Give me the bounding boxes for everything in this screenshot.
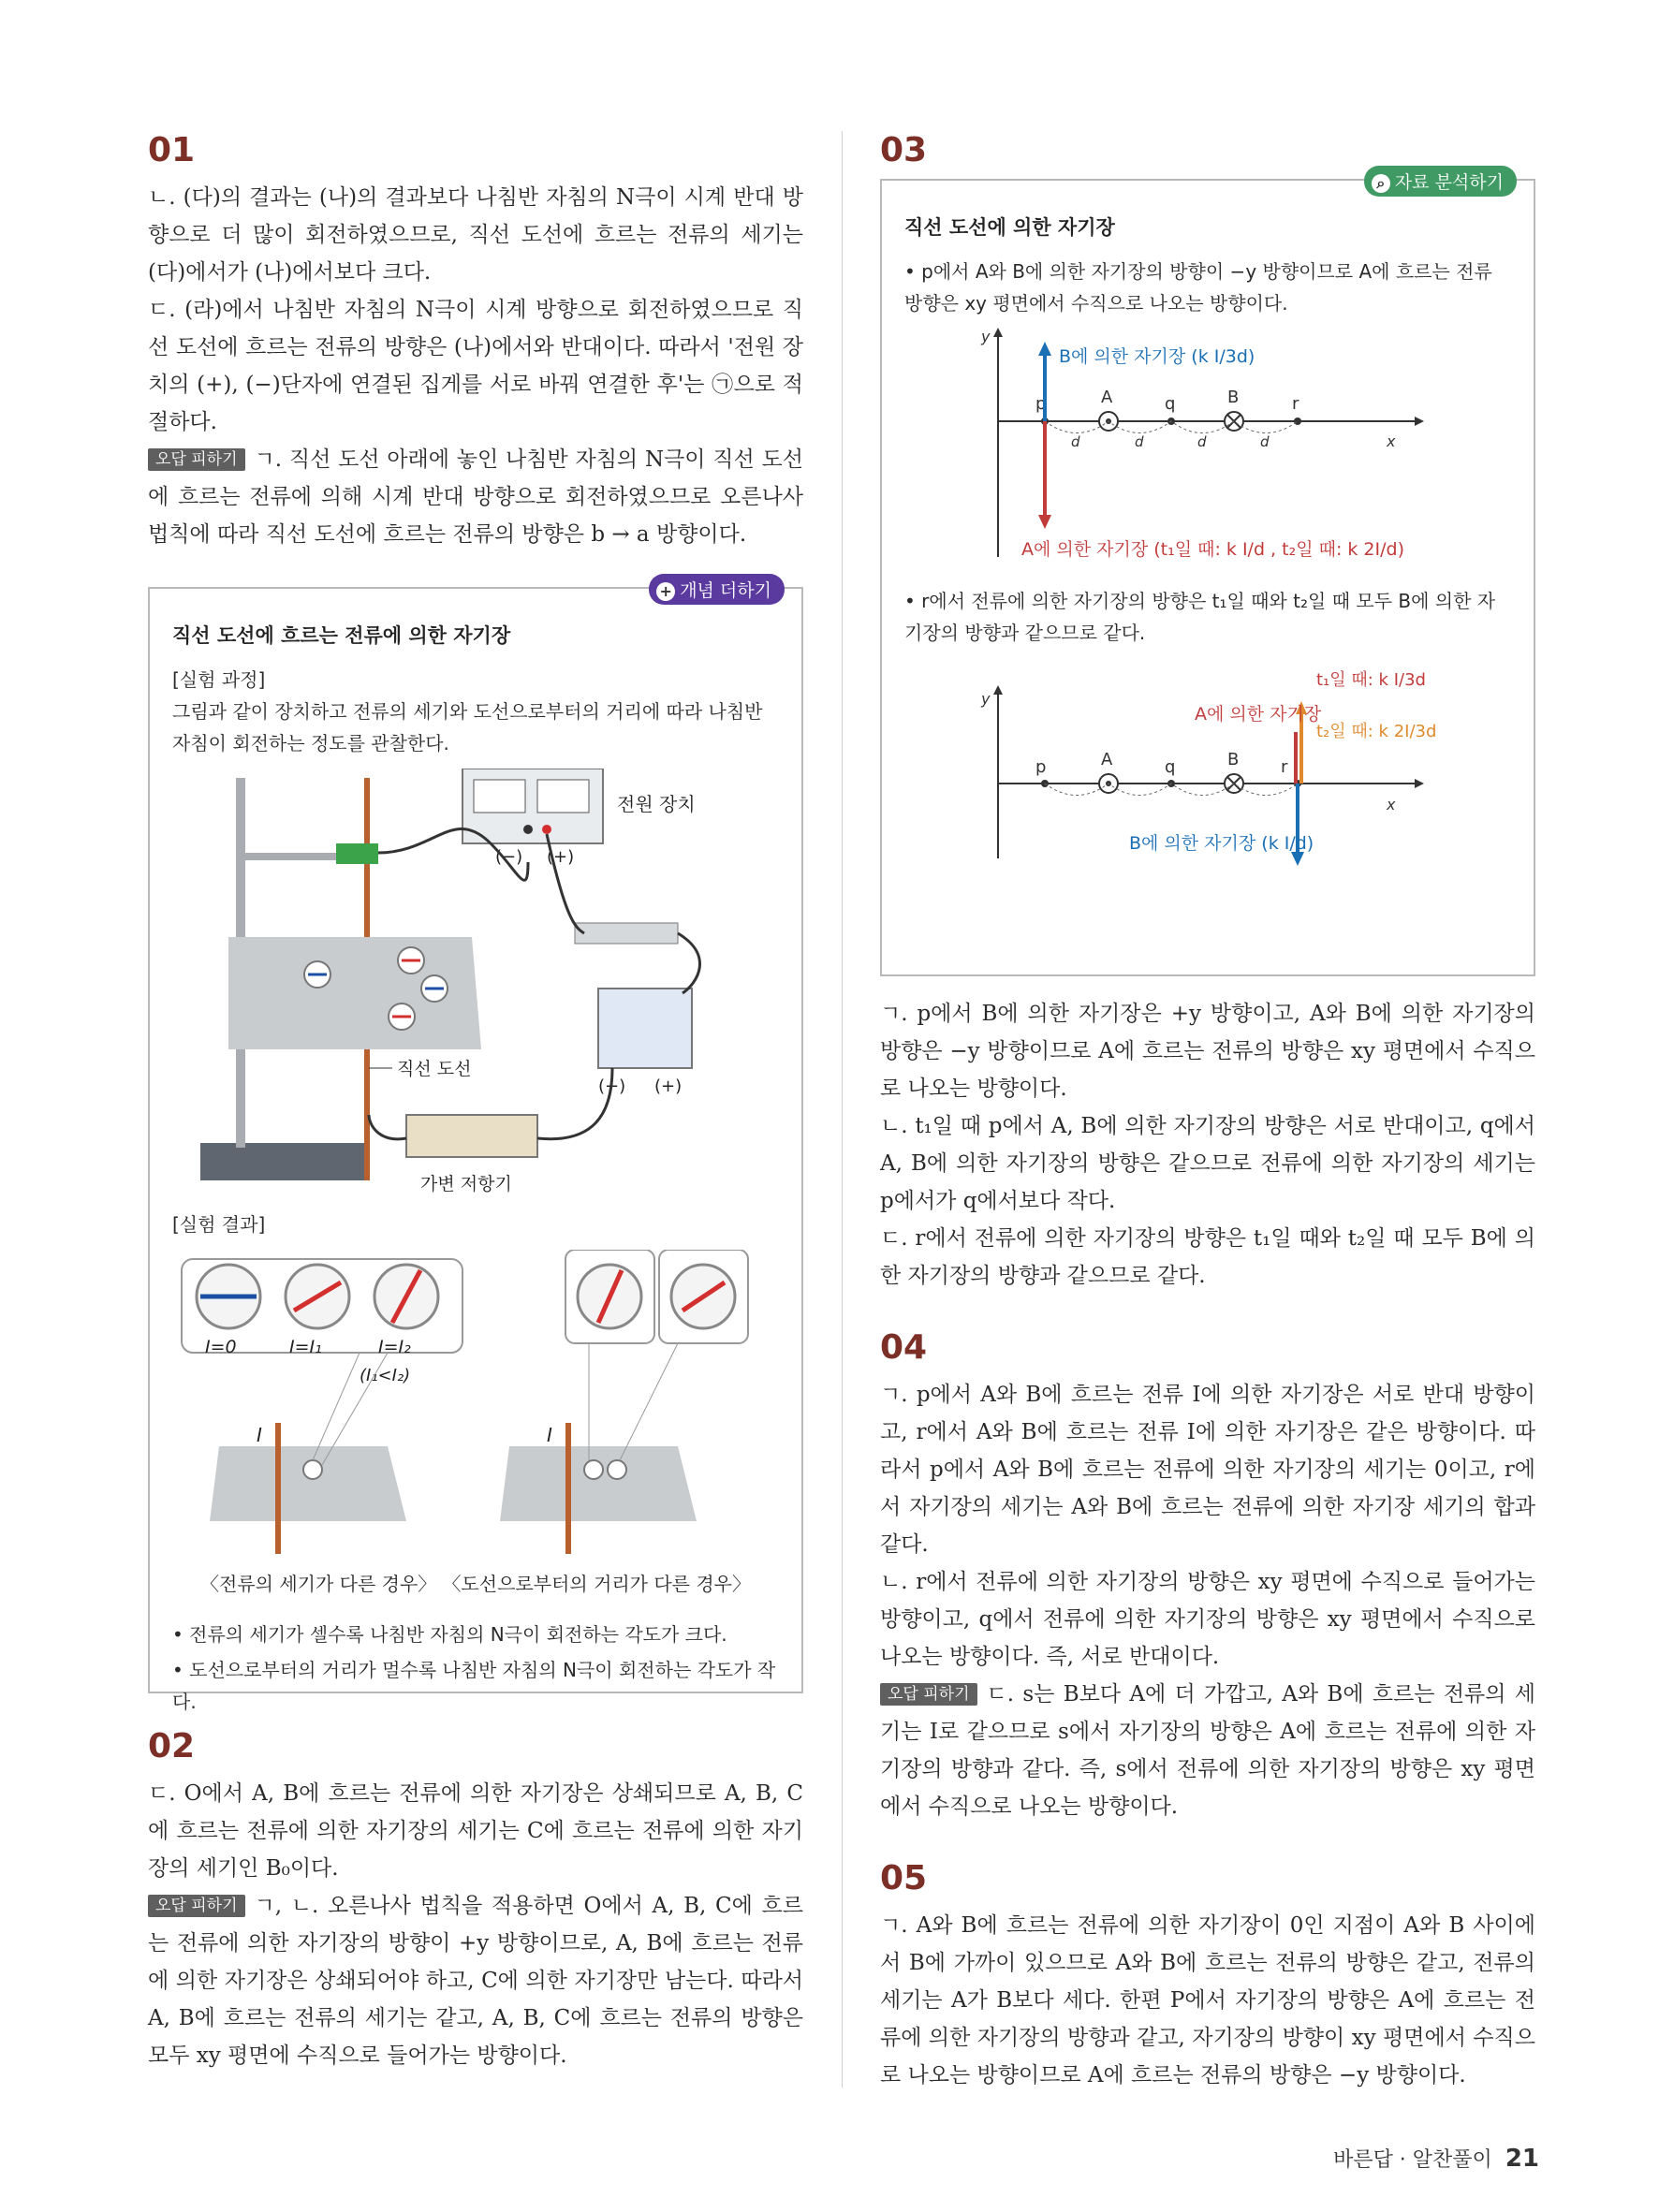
compass-icon xyxy=(374,1265,438,1328)
result-label: [실험 결과] xyxy=(172,1213,266,1236)
label-i1: I=I₁ xyxy=(289,1337,322,1357)
analysis-tag xyxy=(1364,166,1517,197)
label-A: A xyxy=(1101,388,1113,407)
label-B: B xyxy=(1227,388,1240,407)
q03-explanation-3: ㄷ. r에서 전류에 의한 자기장의 방향은 t₁일 때와 t₂일 때 모두 B에 의한 자기장의 방향과 같으므로 같다. xyxy=(880,1226,1535,1288)
wrong-answer-badge: 오답 피하기 xyxy=(880,1683,977,1706)
concept-title: 직선 도선에 흐르는 전류에 의한 자기장 xyxy=(172,624,511,647)
ammeter xyxy=(598,989,692,1068)
label-A-field-2: A에 의한 자기장 xyxy=(1195,704,1322,725)
magnifier-icon: ⌕ xyxy=(1372,174,1390,193)
analysis-title: 직선 도선에 의한 자기장 xyxy=(904,216,1115,239)
compass-icon xyxy=(304,961,330,988)
result-wire-left xyxy=(275,1423,281,1554)
q04-explanation-3 xyxy=(880,1676,1535,1825)
question-number-03: 03 xyxy=(880,131,928,169)
compass-icon xyxy=(671,1265,735,1328)
label-B-field: B에 의한 자기장 (k I/3d) xyxy=(1059,346,1255,367)
axis-x-label-2: x xyxy=(1387,796,1396,813)
question-number-05: 05 xyxy=(880,1859,928,1897)
result-platform-right xyxy=(500,1446,697,1521)
right-column xyxy=(880,131,1535,2094)
label-B-2: B xyxy=(1227,750,1240,769)
axis-y-label-2: y xyxy=(981,690,991,708)
wrong-answer-badge: 오답 피하기 xyxy=(148,448,245,471)
left-column xyxy=(148,131,803,2074)
page-footer xyxy=(1333,2144,1539,2173)
q02-explanation-1: ㄷ. O에서 A, B에 흐르는 전류에 의한 자기장은 상쇄되므로 A, B, C에 흐르는 전류에 의한 자기장의 세기는 C에 흐르는 전류에 의한 자기장의 세기인 B₀이다. xyxy=(148,1781,803,1881)
result-bullet-2: • 도선으로부터의 거리가 멀수록 나침반 자침의 N극이 회전하는 각도가 작다. xyxy=(172,1659,776,1713)
compass-icon xyxy=(421,975,448,1002)
analysis-bullet-1: • p에서 A와 B에 의한 자기장의 방향이 −y 방향이므로 A에 흐르는 전류 방향은 xy 평면에서 수직으로 나오는 방향이다. xyxy=(904,260,1492,315)
data-analysis-box xyxy=(880,172,1535,976)
label-p: p xyxy=(1035,394,1047,414)
label-t2: t₂일 때: k 2I/3d xyxy=(1316,722,1437,741)
q04-explanation-2: ㄴ. r에서 전류에 의한 자기장의 방향은 xy 평면에 수직으로 들어가는 방향이고, q에서 전류에 의한 자기장의 방향은 xy 평면에서 수직으로 나오는 방향이다. 즉, 서로 반대이다. xyxy=(880,1570,1535,1669)
caption-right: 〈도선으로부터의 거리가 다른 경우〉 xyxy=(442,1573,751,1595)
dist-label: d xyxy=(1071,433,1080,450)
page-number: 21 xyxy=(1505,2145,1539,2173)
label-i2: I=I₂ xyxy=(378,1337,411,1357)
dist-label: d xyxy=(1135,433,1144,450)
q02-explanation-2 xyxy=(148,1887,803,2074)
q04-explanation-3-text: ㄷ. s는 B보다 A에 더 가깝고, A와 B에 흐르는 전류의 세기는 I로 같으므로 s에서 자기장의 방향은 A에 흐르는 전류에 의한 자기장의 방향과 같다. 즉, s에서 전류에 의한 자기장의 방향은 xy 평면에서 수직으로 나오는 방향이다. xyxy=(880,1682,1535,1819)
q05-explanation-1: ㄱ. A와 B에 흐르는 전류에 의한 자기장이 0인 지점이 A와 B 사이에서 B에 가까이 있으므로 A와 B에 흐르는 전류의 방향은 같고, 전류의 세기는 A가 B보다 세다. 한편 P에서 자기장의 방향은 A에 흐르는 전류에 의한 자기장의 방향과 같고, 자기장의 방향이 xy 평면에서 수직으로 나오는 방향이므로 A에 흐르는 전류의 방향은 −y 방향이다. xyxy=(880,1913,1535,2087)
compass-icon xyxy=(286,1265,349,1328)
caption-left: 〈전류의 세기가 다른 경우〉 xyxy=(200,1573,437,1595)
clamp-icon xyxy=(336,843,378,864)
label-t1: t₁일 때: k I/3d xyxy=(1316,670,1426,690)
field-diagram-1 xyxy=(904,323,1513,566)
ammeter-plus-label: (+) xyxy=(654,1077,683,1096)
question-number-02: 02 xyxy=(148,1727,196,1765)
plus-terminal-label: (+) xyxy=(547,847,575,867)
ammeter-minus-label: (−) xyxy=(598,1077,626,1096)
result-bullet-1: • 전류의 세기가 셀수록 나침반 자침의 N극이 회전하는 각도가 크다. xyxy=(172,1623,727,1646)
question-number-04: 04 xyxy=(880,1328,928,1367)
question-number-01: 01 xyxy=(148,131,196,169)
current-label-left: I xyxy=(257,1424,262,1446)
process-text: 그림과 같이 장치하고 전류의 세기와 도선으로부터의 거리에 따라 나침반 자침이 회전하는 정도를 관찰한다. xyxy=(172,700,763,754)
process-label: [실험 과정] xyxy=(172,668,266,691)
q01-explanation-3-text: ㄱ. 직선 도선 아래에 놓인 나침반 자침의 N극이 직선 도선에 흐르는 전류에 의해 시계 반대 방향으로 회전하였으므로 오른나사 법칙에 따라 직선 도선에 흐르는 전류의 방향은 b → a 방향이다. xyxy=(148,447,803,547)
wire-label: 직선 도선 xyxy=(397,1059,472,1079)
concept-tag-label: 개념 더하기 xyxy=(680,580,771,601)
label-inequality: (I₁<I₂) xyxy=(360,1366,411,1385)
analysis-tag-label: 자료 분석하기 xyxy=(1394,172,1504,193)
resistor-label: 가변 저항기 xyxy=(420,1174,512,1194)
compass-icon xyxy=(398,947,424,974)
label-A-2: A xyxy=(1101,750,1113,769)
q01-explanation-2: ㄷ. (라)에서 나침반 자침의 N극이 시계 방향으로 회전하였으므로 직선 도선에 흐르는 전류의 방향은 (나)에서와 반대이다. 따라서 '전원 장치의 (+), (−)단자에 연결된 집게를 서로 바꿔 연결한 후'는 ㉠으로 적절하다. xyxy=(148,298,803,434)
stand-base xyxy=(200,1143,369,1180)
analysis-bullet-2: • r에서 전류에 의한 자기장의 방향은 t₁일 때와 t₂일 때 모두 B에 의한 자기장의 방향과 같으므로 같다. xyxy=(904,590,1496,644)
q03-explanation-2: ㄴ. t₁일 때 p에서 A, B에 의한 자기장의 방향은 서로 반대이고, q에서 A, B에 의한 자기장의 방향은 같으므로 전류에 의한 자기장의 세기는 p에서가 q에서보다 작다. xyxy=(880,1114,1535,1213)
minus-terminal-label: (−) xyxy=(495,847,523,867)
plus-circle-icon: + xyxy=(656,582,675,601)
point-r xyxy=(1294,417,1301,425)
q01-explanation-1: ㄴ. (다)의 결과는 (나)의 결과보다 나침반 자침의 N극이 시계 반대 방향으로 더 많이 회전하였으므로, 직선 도선에 흐르는 전류의 세기는 (다)에서가 (나)에서보다 크다. xyxy=(148,185,803,285)
dist-label: d xyxy=(1260,433,1270,450)
label-i0: I=0 xyxy=(205,1337,237,1357)
concept-tag xyxy=(649,574,785,605)
variable-resistor xyxy=(406,1115,537,1157)
power-supply-label: 전원 장치 xyxy=(617,793,696,815)
current-label-right: I xyxy=(547,1424,552,1446)
compass-icon xyxy=(197,1265,260,1328)
result-captions xyxy=(172,1568,779,1600)
switch xyxy=(575,923,678,944)
axis-x-label: x xyxy=(1387,432,1396,450)
field-diagram-2 xyxy=(904,652,1513,868)
label-q: q xyxy=(1165,394,1176,414)
label-A-field: A에 의한 자기장 (t₁일 때: k I/d , t₂일 때: k 2I/d) xyxy=(1021,539,1404,560)
result-wire-right xyxy=(565,1423,571,1554)
label-B-field-2: B에 의한 자기장 (k I/d) xyxy=(1129,833,1314,854)
label-q-2: q xyxy=(1165,757,1176,777)
q04-explanation-1: ㄱ. p에서 A와 B에 흐르는 전류 I에 의한 자기장은 서로 반대 방향이고, r에서 A와 B에 흐르는 전류 I에 의한 자기장은 같은 방향이다. 따라서 p에서 A와 B에 흐르는 전류에 의한 자기장의 세기는 0이고, r에서 자기장의 세기는 A와 B에 흐르는 전류에 의한 자기장 세기의 합과 같다. xyxy=(880,1383,1535,1557)
q01-explanation-3 xyxy=(148,441,803,553)
compass-icon xyxy=(389,1003,415,1030)
compass-icon xyxy=(578,1265,641,1328)
result-platform-left xyxy=(210,1446,406,1521)
footer-label: 바른답 · 알찬풀이 xyxy=(1333,2148,1492,2172)
label-p-2: p xyxy=(1035,757,1047,777)
label-r-2: r xyxy=(1281,757,1288,777)
axis-y-label: y xyxy=(981,328,991,345)
q02-explanation-2-text: ㄱ, ㄴ. 오른나사 법칙을 적용하면 O에서 A, B, C에 흐르는 전류에 의한 자기장의 방향이 +y 방향이므로, A, B에 흐르는 전류에 의한 자기장은 상쇄되어야 하고, C에 의한 자기장만 남는다. 따라서 A, B에 흐르는 전류의 세기는 같고, A, B, C에 흐르는 전류의 방향은 모두 xy 평면에 수직으로 들어가는 방향이다. xyxy=(148,1894,803,2068)
concept-box xyxy=(148,580,803,1713)
q03-explanation-1: ㄱ. p에서 B에 의한 자기장은 +y 방향이고, A와 B에 의한 자기장의 방향은 −y 방향이므로 A에 흐르는 전류의 방향은 xy 평면에서 수직으로 나오는 방향이다. xyxy=(880,1002,1535,1101)
dist-label: d xyxy=(1197,433,1207,450)
label-r: r xyxy=(1292,394,1299,414)
experiment-apparatus-figure xyxy=(172,769,781,1209)
wrong-answer-badge: 오답 피하기 xyxy=(148,1895,245,1917)
column-divider xyxy=(842,131,843,2087)
experiment-result-figure xyxy=(172,1250,781,1568)
